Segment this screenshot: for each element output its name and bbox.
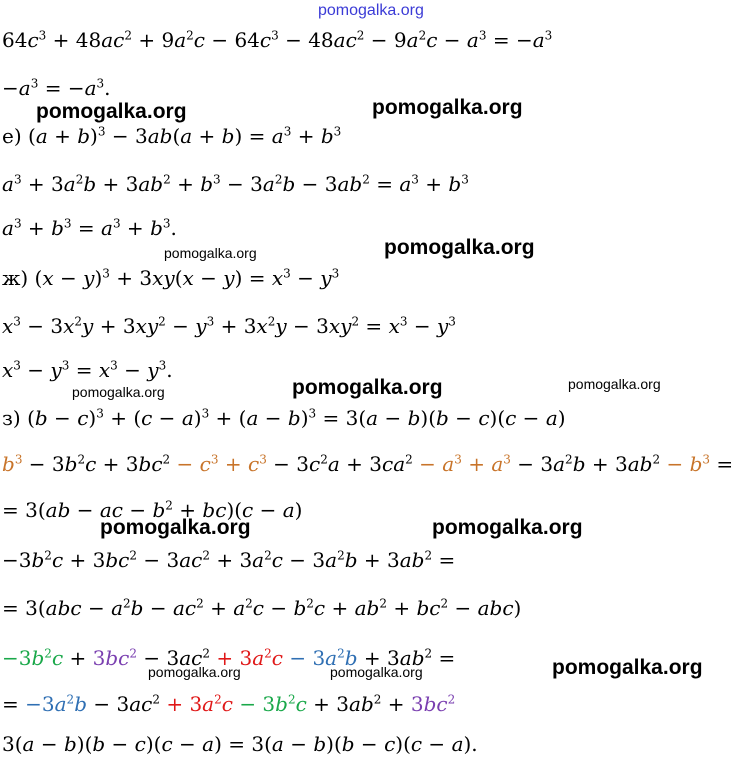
watermark-6: pomogalka.org <box>292 376 443 399</box>
watermark-3: pomogalka.org <box>164 245 257 261</box>
equation-line-e2: $a^3 + 3a^2b + 3ab^2 + b^3 - 3a^2b - 3ab^2 = a^3 + b^3$ <box>2 172 469 196</box>
label-e: е) <box>2 124 22 148</box>
watermark-9: pomogalka.org <box>432 516 583 539</box>
watermark-12: pomogalka.org <box>552 656 703 679</box>
watermark-10: pomogalka.org <box>148 664 241 680</box>
watermark-top: pomogalka.org <box>318 2 424 19</box>
watermark-4: pomogalka.org <box>384 236 535 259</box>
watermark-8: pomogalka.org <box>100 516 251 539</box>
equation-line-zh: ж) $(x - y)^3 + 3xy(x - y) = x^3 - y^3$ <box>2 266 340 290</box>
equation-line-z7: = $-3a^2b - 3ac^2 + 3a^2c - 3b^2c + 3ab^2 + 3bc^2$ <box>2 692 456 716</box>
equation-line-e3: $a^3 + b^3 = a^3 + b^3$. <box>2 216 177 240</box>
watermark-5: pomogalka.org <box>72 384 165 400</box>
equation-line-z3: = 3(ab − ac − $b^2 + bc)(c - a)$ <box>2 498 303 522</box>
equation-line-z2: $b^3 - 3b^2c + 3bc^2 - c^3 + c^3 - 3c^2a + 3ca^2 - a^3 + a^3 - 3a^2b + 3ab^2 - b^3$ = <box>2 452 734 476</box>
equation-line-z8: 3(a − b)(b − c)(c − a) = 3(a − b)(b − c)(c − a). <box>2 732 478 756</box>
equation-line-e: е) $(a + b)^3 - 3ab(a + b) = a^3 + b^3$ <box>2 124 342 148</box>
equation-line-1: $64c^3 + 48ac^2 + 9a^2c - 64c^3 - 48ac^2 - 9a^2c - a^3 = -a^3$ <box>2 28 553 52</box>
equation-line-z: з) $(b - c)^3 + (c - a)^3 + (a - b)^3 = 3(a - b)(b - c)(c - a)$ <box>2 406 566 430</box>
label-zh: ж) <box>2 266 29 290</box>
equation-line-z4: $-3b^2c + 3bc^2 - 3ac^2 + 3a^2c - 3a^2b + 3ab^2$ = <box>2 548 456 572</box>
equation-line-2: $-a^3 = -a^3$. <box>2 76 111 100</box>
watermark-1: pomogalka.org <box>36 100 187 123</box>
watermark-7: pomogalka.org <box>568 376 661 392</box>
label-z: з) <box>2 406 21 430</box>
equation-line-z6: $-3b^2c + 3bc^2 - 3ac^2 + 3a^2c - 3a^2b + 3ab^2$ = <box>2 646 456 670</box>
equation-line-zh2: $x^3 - 3x^2y + 3xy^2 - y^3 + 3x^2y - 3xy^2 = x^3 - y^3$ <box>2 314 456 338</box>
watermark-11: pomogalka.org <box>330 664 423 680</box>
equation-line-z5: = $3(abc - a^2b - ac^2 + a^2c - b^2c + ab^2 + bc^2 - abc)$ <box>2 596 522 620</box>
watermark-2: pomogalka.org <box>372 96 523 119</box>
equation-line-zh3: $x^3 - y^3 = x^3 - y^3$. <box>2 358 173 382</box>
